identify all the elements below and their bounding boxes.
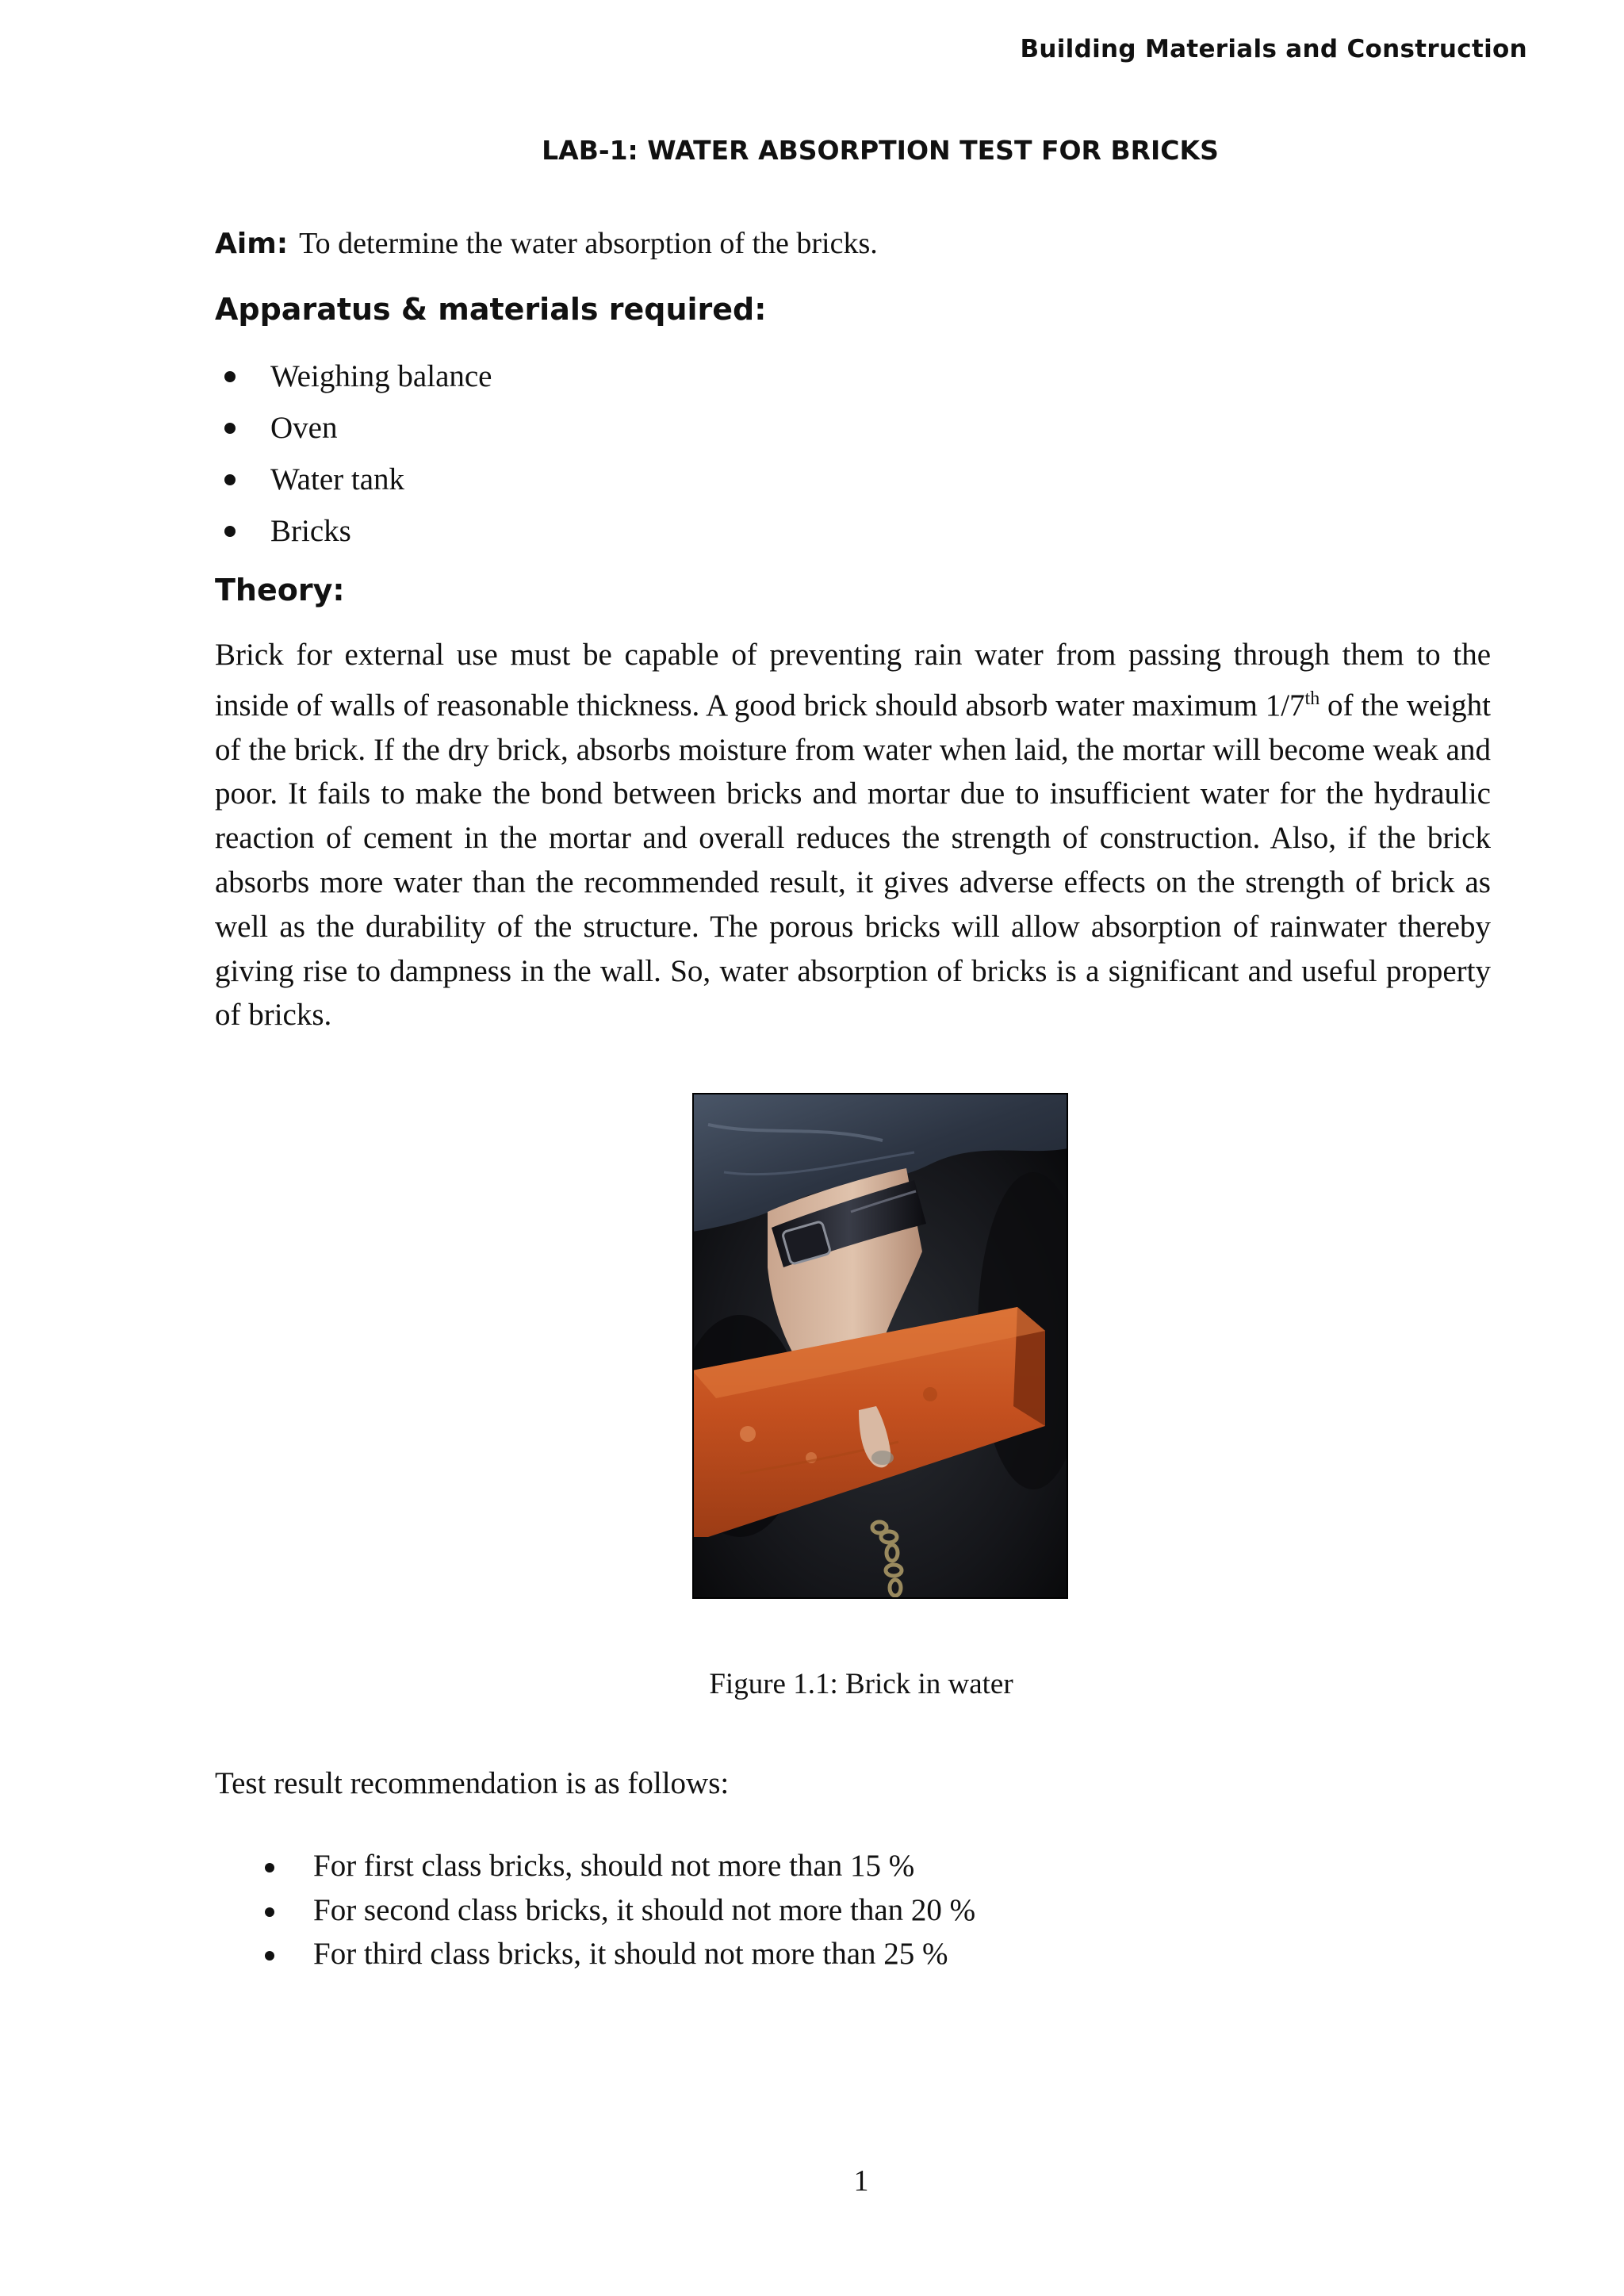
- list-item: [215, 505, 492, 557]
- photo-illustration: [692, 1093, 1068, 1599]
- list-item: [215, 454, 492, 505]
- apparatus-heading: Apparatus & materials required:: [215, 292, 767, 327]
- recommendation-item: For third class bricks, it should not more than 25 %: [313, 1937, 948, 1971]
- theory-text-continued: of the weight of the brick. If the dry brick, absorbs moisture from water when laid, the mortar will become weak and poor. It fails to make the bond between bricks and mortar due to insufficient water for the hydraulic reaction of cement in the mortar and overall reduces the strength of construction. Also, if the brick absorbs more water than the recommended result, it gives adverse effects on the strength of brick as well as the durability of the structure. The porous bricks will allow absorption of rainwater thereby giving rise to dampness in the wall. So, water absorption of bricks is a significant and useful property of bricks.: [215, 688, 1492, 1033]
- apparatus-item: Oven: [270, 411, 338, 445]
- superscript: th: [1304, 688, 1320, 709]
- bullet-icon: [265, 1951, 274, 1961]
- list-item: [215, 1888, 975, 1933]
- lab-title: LAB-1: WATER ABSORPTION TEST FOR BRICKS: [542, 135, 1219, 166]
- figure-caption: Figure 1.1: Brick in water: [709, 1668, 1013, 1700]
- recommendation-intro: Test result recommendation is as follows:: [215, 1766, 730, 1800]
- theory-text: Brick for external use must be capable of preventing rain water from passing through them to the inside of walls of reasonable thickness. A good brick should absorb water maximum 1/7: [215, 638, 1491, 723]
- page-number: 1: [853, 2164, 869, 2198]
- aim-label: Aim:: [215, 228, 289, 260]
- recommendation-item: For first class bricks, should not more than 15 %: [313, 1849, 915, 1883]
- theory-heading: Theory:: [215, 573, 345, 608]
- list-item: [215, 1844, 975, 1888]
- list-item: [215, 402, 492, 454]
- bullet-icon: [224, 526, 236, 537]
- aim-section: [215, 226, 878, 261]
- apparatus-item: Bricks: [270, 514, 351, 548]
- apparatus-item: Weighing balance: [270, 359, 492, 393]
- bullet-icon: [265, 1907, 274, 1917]
- bullet-icon: [224, 423, 236, 434]
- running-header: Building Materials and Construction: [1020, 35, 1527, 63]
- bullet-icon: [224, 474, 236, 485]
- aim-text: To determine the water absorption of the bricks.: [299, 227, 878, 260]
- theory-paragraph: [215, 633, 1491, 1037]
- list-item: [215, 1932, 975, 1976]
- list-item: [215, 351, 492, 402]
- bullet-icon: [224, 371, 236, 382]
- brick-in-water-photo: [692, 1093, 1068, 1599]
- recommendation-item: For second class bricks, it should not more than 20 %: [313, 1892, 976, 1927]
- apparatus-list: [215, 351, 492, 557]
- bullet-icon: [265, 1863, 274, 1872]
- apparatus-item: Water tank: [270, 462, 405, 496]
- recommendation-list: [215, 1844, 975, 1976]
